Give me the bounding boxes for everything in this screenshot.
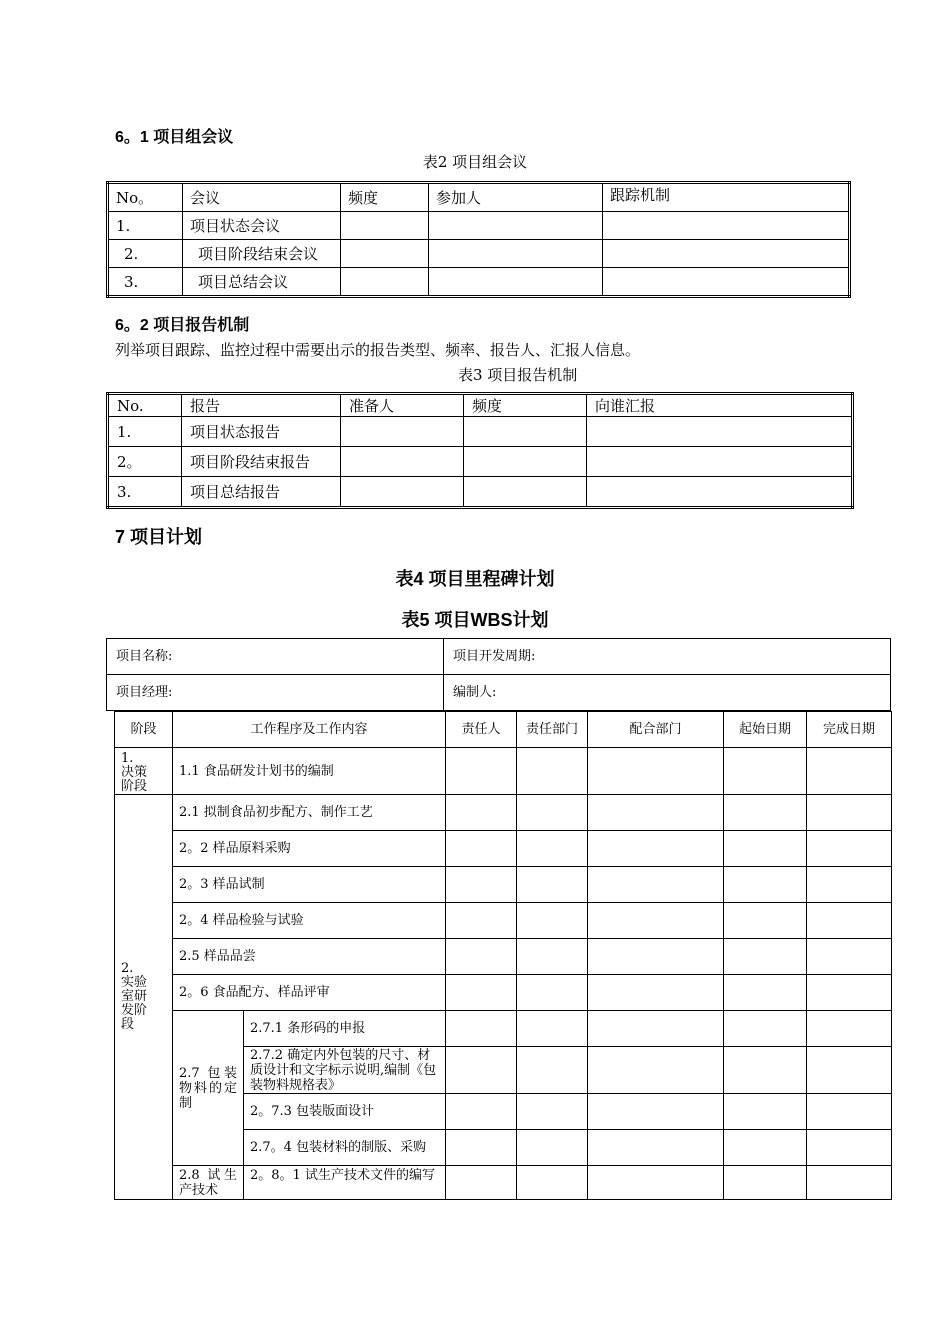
- row-report: 项目总结报告: [182, 477, 341, 508]
- header-cell: 报告: [182, 394, 341, 417]
- stage-cell: 1. 决策 阶段: [115, 748, 173, 795]
- table-row: [115, 748, 892, 795]
- table-header-row: [108, 394, 853, 417]
- wbs-meta-table: [106, 638, 891, 711]
- group-cell: 2.8 试生产技术: [173, 1166, 244, 1200]
- task-cell: 2.5 样品品尝: [173, 939, 446, 975]
- row-report: 项目状态报告: [182, 417, 341, 447]
- empty-cell: [429, 268, 603, 297]
- table-row: [115, 1011, 892, 1047]
- row-number: 3.: [108, 477, 182, 508]
- dev-period-label: 项目开发周期:: [444, 639, 891, 675]
- header-cell: 责任部门: [517, 712, 588, 748]
- table-row: [115, 939, 892, 975]
- header-cell: No.: [108, 394, 182, 417]
- table-header-row: [108, 183, 850, 212]
- empty-cell: [603, 240, 850, 268]
- manager-label: 项目经理:: [107, 675, 444, 711]
- table-row: [108, 417, 853, 447]
- header-cell: 会议: [183, 183, 341, 212]
- section-6-2-intro: 列举项目跟踪、监控过程中需要出示的报告类型、频率、报告人、汇报人信息。: [115, 341, 641, 359]
- row-meeting: 项目总结会议: [183, 268, 341, 297]
- subtask-cell: 2。7.3 包装版面设计: [244, 1094, 446, 1130]
- header-cell: 完成日期: [807, 712, 892, 748]
- project-name-label: 项目名称:: [107, 639, 444, 675]
- header-cell: 参加人: [429, 183, 603, 212]
- section-7-heading: 7 项目计划: [115, 527, 203, 547]
- table-row: [107, 639, 891, 675]
- table2-meetings: [106, 181, 851, 298]
- task-cell: 2。3 样品试制: [173, 867, 446, 903]
- empty-cell: [587, 477, 853, 508]
- table3-caption: 表3 项目报告机制: [458, 366, 578, 384]
- task-cell: 1.1 食品研发计划书的编制: [173, 748, 446, 795]
- empty-cell: [587, 417, 853, 447]
- row-number: 2.: [108, 240, 183, 268]
- empty-cell: [464, 447, 587, 477]
- task-cell: 2.1 拟制食品初步配方、制作工艺: [173, 795, 446, 831]
- empty-cell: [341, 417, 464, 447]
- row-number: 2。: [108, 447, 182, 477]
- stage-cell: 2. 实验 室研 发阶 段: [115, 795, 173, 1200]
- table2-caption: 表2 项目组会议: [422, 153, 528, 171]
- row-number: 3.: [108, 268, 183, 297]
- table-row: [108, 240, 850, 268]
- header-cell: 频度: [464, 394, 587, 417]
- subtask-cell: 2.7。4 包装材料的制版、采购: [244, 1130, 446, 1166]
- editor-label: 编制人:: [444, 675, 891, 711]
- table-row: [108, 212, 850, 240]
- row-report: 项目阶段结束报告: [182, 447, 341, 477]
- header-cell: No。: [108, 183, 183, 212]
- table3-reports: [106, 392, 854, 509]
- empty-cell: [341, 268, 429, 297]
- empty-cell: [341, 212, 429, 240]
- table5-caption: 表5 项目WBS计划: [401, 610, 549, 630]
- table-row: [115, 795, 892, 831]
- empty-cell: [341, 447, 464, 477]
- section-6-1-heading: 6。1 项目组会议: [115, 129, 234, 146]
- empty-cell: [341, 477, 464, 508]
- table-header-row: [115, 712, 892, 748]
- subtask-cell: 2。8。1 试生产技术文件的编写: [244, 1166, 446, 1200]
- row-meeting: 项目阶段结束会议: [183, 240, 341, 268]
- subtask-cell: 2.7.2 确定内外包装的尺寸、材质设计和文字标示说明,编制《包装物料规格表》: [244, 1047, 446, 1094]
- table-row: [115, 831, 892, 867]
- empty-cell: [429, 212, 603, 240]
- task-cell: 2。4 样品检验与试验: [173, 903, 446, 939]
- wbs-table: [114, 711, 892, 1200]
- empty-cell: [603, 212, 850, 240]
- table-row: [108, 268, 850, 297]
- table-row: [115, 975, 892, 1011]
- table-row: [107, 675, 891, 711]
- subtask-cell: 2.7.1 条形码的申报: [244, 1011, 446, 1047]
- header-cell: 起始日期: [724, 712, 807, 748]
- header-cell: 责任人: [446, 712, 517, 748]
- section-6-2-heading: 6。2 项目报告机制: [115, 317, 250, 334]
- empty-cell: [603, 268, 850, 297]
- table4-caption: 表4 项目里程碑计划: [395, 569, 555, 589]
- empty-cell: [341, 240, 429, 268]
- table-row: [108, 447, 853, 477]
- group-cell: 2.7 包装物料的定制: [173, 1011, 244, 1166]
- task-cell: 2。6 食品配方、样品评审: [173, 975, 446, 1011]
- empty-cell: [429, 240, 603, 268]
- empty-cell: [464, 477, 587, 508]
- header-cell: 跟踪机制: [603, 183, 850, 212]
- empty-cell: [464, 417, 587, 447]
- table-row: [108, 477, 853, 508]
- header-cell: 工作程序及工作内容: [173, 712, 446, 748]
- row-number: 1.: [108, 417, 182, 447]
- task-cell: 2。2 样品原料采购: [173, 831, 446, 867]
- row-number: 1.: [108, 212, 183, 240]
- row-meeting: 项目状态会议: [183, 212, 341, 240]
- header-cell: 频度: [341, 183, 429, 212]
- table-row: [115, 1166, 892, 1200]
- table-row: [115, 867, 892, 903]
- header-cell: 准备人: [341, 394, 464, 417]
- table-row: [115, 903, 892, 939]
- header-cell: 配合部门: [588, 712, 724, 748]
- header-cell: 向谁汇报: [587, 394, 853, 417]
- header-cell: 阶段: [115, 712, 173, 748]
- empty-cell: [587, 447, 853, 477]
